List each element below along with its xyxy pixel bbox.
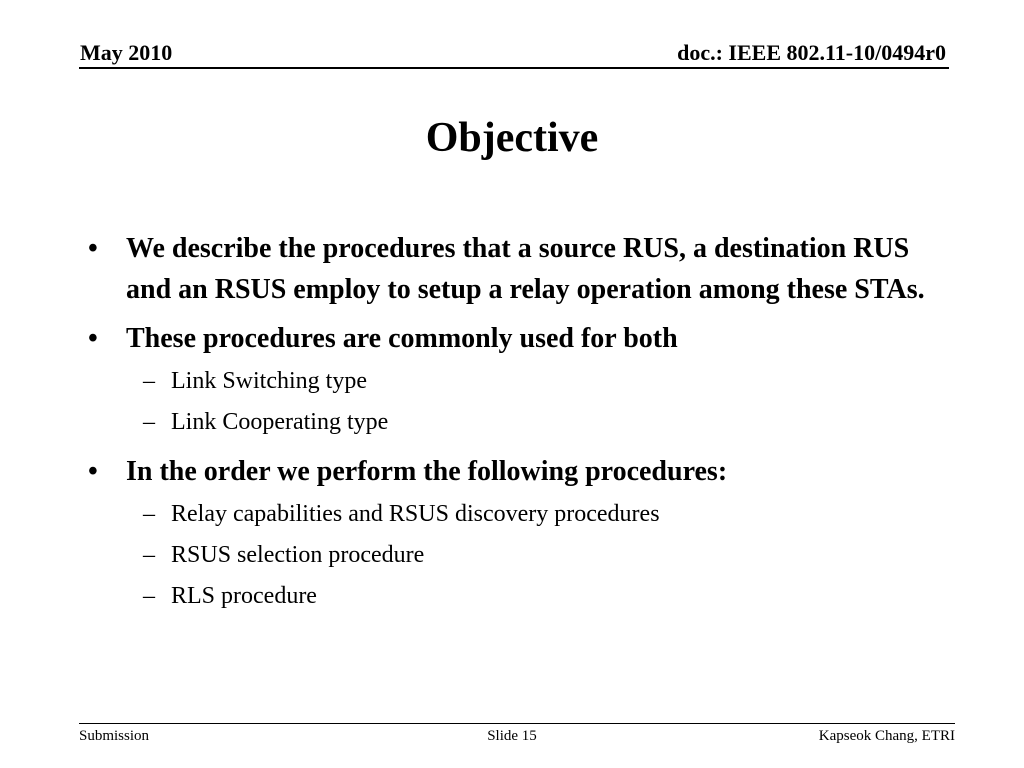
sub-bullet-item (143, 494, 1024, 535)
bullet-marker: • (88, 456, 98, 487)
header-date: May 2010 (80, 40, 173, 65)
footer-author: Kapseok Chang, ETRI (818, 728, 955, 744)
sub-bullet-item (143, 535, 1024, 576)
dash-marker: – (143, 409, 155, 435)
dash-marker: – (143, 542, 155, 568)
sub-bullet-item (143, 361, 1024, 402)
sub-bullet-text: Link Cooperating type (171, 409, 389, 435)
dash-marker: – (143, 368, 155, 394)
bullet-text: In the order we perform the following procedures: (126, 456, 728, 487)
bullet-text: These procedures are commonly used for both (126, 323, 678, 354)
sub-bullet-text: Link Switching type (171, 368, 367, 394)
bullet-item (88, 228, 926, 310)
header-doc-id: doc.: IEEE 802.11-10/0494r0 (677, 40, 946, 65)
sub-bullet-text: RSUS selection procedure (171, 542, 425, 568)
bullet-text: We describe the procedures that a source RUS, a destination RUS and an RSUS employ to setup a relay operation among these STAs. (126, 233, 925, 305)
footer-submission: Submission (79, 728, 150, 744)
footer-slide-number: Slide 15 (487, 728, 537, 744)
dash-marker: – (143, 501, 155, 527)
sub-bullet-item (143, 576, 1024, 617)
header-divider (79, 67, 949, 69)
footer-divider (79, 723, 955, 724)
slide-title: Objective (425, 115, 599, 161)
bullet-item (88, 451, 926, 492)
sub-bullet-item (143, 402, 1024, 443)
bullet-marker: • (88, 323, 98, 354)
bullet-marker: • (88, 233, 98, 264)
sub-bullet-text: RLS procedure (171, 583, 317, 609)
slide-body (0, 228, 1024, 617)
bullet-item (88, 318, 926, 359)
dash-marker: – (143, 583, 155, 609)
sub-bullet-text: Relay capabilities and RSUS discovery procedures (171, 501, 660, 527)
